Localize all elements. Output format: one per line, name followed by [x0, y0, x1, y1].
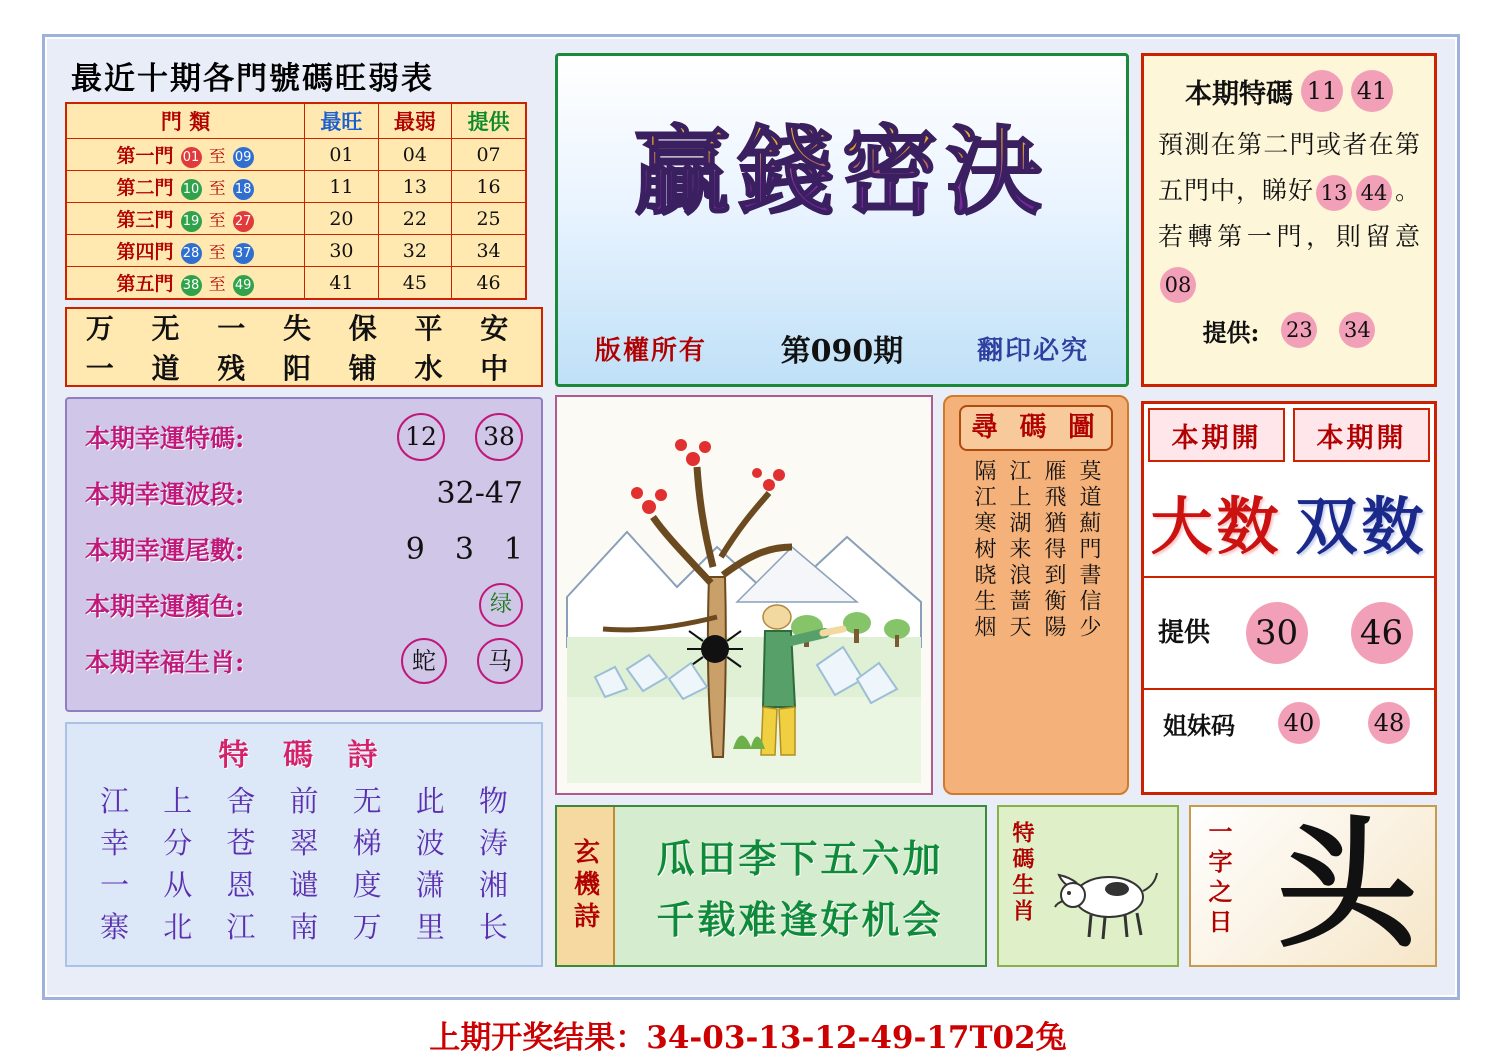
range-to-ball: 09 [233, 147, 254, 168]
one-word-label: 一字之日 [1204, 819, 1233, 939]
sister-code-numbers [1254, 702, 1434, 744]
tema-poem-char: 苍 [226, 826, 256, 860]
special-code-header [1144, 56, 1434, 112]
table-row [66, 267, 526, 300]
lucky-values [479, 583, 541, 627]
cell-provide: 34 [452, 235, 526, 267]
xuanji-body [615, 807, 985, 965]
sister-code-number: 48 [1368, 702, 1410, 744]
special-code-panel [1141, 53, 1437, 387]
table-row [66, 171, 526, 203]
cell-cold: 04 [378, 139, 451, 171]
tema-poem-char: 谴 [289, 868, 319, 902]
last-draw-result: 上期开奖结果：34-03-13-12-49-17T02兔 [429, 1020, 1067, 1056]
tema-poem-char: 江 [226, 910, 256, 944]
banner-bottom-row [558, 326, 1126, 370]
cell-cold: 22 [378, 203, 451, 235]
value-big-number: 大数 [1150, 489, 1283, 563]
header-coldest: 最弱 [378, 103, 451, 139]
range-from-ball: 38 [181, 275, 202, 296]
tema-poem-char: 恩 [226, 868, 256, 902]
prediction-text-part1: 預測在第二門或者在第五門中，睇好 [1158, 130, 1420, 205]
reprint-warning-label: 翻印必究 [977, 335, 1090, 366]
tema-poem-char: 舍 [226, 784, 256, 818]
current-draw-header-left: 本期開 [1148, 408, 1285, 462]
tema-poem-char: 分 [163, 826, 193, 860]
value-even-odd: 双数 [1295, 489, 1428, 563]
range-separator: 至 [208, 275, 226, 295]
cell-hot: 11 [305, 171, 378, 203]
tema-poem-char: 翠 [289, 826, 319, 860]
tema-poem-char: 此 [415, 784, 445, 818]
lucky-tail: 3 [454, 531, 474, 567]
row-label: 第五門 [116, 273, 174, 295]
lucky-zodiac: 马 [477, 638, 523, 684]
cell-cold: 13 [378, 171, 451, 203]
slogan-panel [65, 307, 543, 387]
xuanji-side-label: 玄機詩 [569, 838, 600, 934]
lucky-color: 绿 [479, 583, 523, 627]
lucky-row-tail [67, 521, 541, 577]
range-to-ball: 18 [233, 179, 254, 200]
lucky-values [397, 413, 541, 461]
lucky-tail: 9 [405, 531, 425, 567]
range-from-ball: 28 [181, 243, 202, 264]
tema-poem-char: 寨 [100, 910, 130, 944]
range-separator: 至 [208, 243, 226, 263]
slogan-line-2: 一 道 残 阳 铺 水 中 [85, 352, 523, 385]
table-title: 最近十期各門號碼旺弱表 [71, 61, 434, 97]
tema-poem-char: 湘 [478, 868, 508, 902]
tema-poem-char: 物 [478, 784, 508, 818]
range-to-ball: 37 [233, 243, 254, 264]
tema-poem-char: 无 [352, 784, 382, 818]
cell-provide: 07 [452, 139, 526, 171]
cell-hot: 01 [305, 139, 378, 171]
xuanji-side-label-box [557, 807, 615, 965]
lucky-row-special [67, 409, 541, 465]
tema-poem-char: 上 [163, 784, 193, 818]
table-row [66, 235, 526, 267]
range-from-ball: 01 [181, 147, 202, 168]
tema-poem-char: 长 [478, 910, 508, 944]
xunma-columns [945, 455, 1127, 789]
sister-code-row [1144, 688, 1434, 756]
lucky-label: 本期幸運特碼: [85, 424, 245, 453]
table-row [66, 203, 526, 235]
header-hottest: 最旺 [305, 103, 378, 139]
cell-provide: 25 [452, 203, 526, 235]
tema-poem-char: 涛 [478, 826, 508, 860]
value-left-cell [1144, 466, 1289, 576]
cell-provide: 46 [452, 267, 526, 300]
current-draw-panel [1141, 401, 1437, 795]
lucky-row-color [67, 577, 541, 633]
prediction-inline-number: 13 [1316, 175, 1352, 211]
provide-number: 46 [1351, 602, 1413, 664]
provide-row [1144, 576, 1434, 688]
tema-poem-panel [65, 722, 543, 967]
lucky-label: 本期幸運波段: [85, 480, 245, 509]
xuanji-line-1: 瓜田李下五六加 [656, 836, 944, 881]
lucky-label: 本期幸運尾數: [85, 536, 245, 565]
tema-poem-char: 里 [415, 910, 445, 944]
scene-illustration [557, 397, 931, 793]
row-label: 第三門 [116, 209, 174, 231]
provide-label: 提供: [1202, 317, 1260, 347]
lucky-values [406, 532, 541, 567]
provide-label: 提供 [1157, 618, 1210, 648]
xunma-panel [943, 395, 1129, 795]
provide-row [1144, 312, 1434, 348]
one-word-panel [1189, 805, 1437, 967]
hot-cold-table-panel [65, 53, 543, 303]
special-code-ball: 41 [1351, 70, 1393, 112]
lucky-row-zodiac [67, 633, 541, 689]
tema-poem-char: 万 [352, 910, 382, 944]
xunma-column: 江上湖来浪蔷天 [1006, 459, 1031, 641]
range-separator: 至 [208, 179, 226, 199]
tema-poem-char: 前 [289, 784, 319, 818]
row-label: 第二門 [116, 177, 174, 199]
range-from-ball: 19 [181, 211, 202, 232]
provide-number: 34 [1339, 312, 1375, 348]
table-header-row [66, 103, 526, 139]
copyright-label: 版權所有 [594, 335, 707, 366]
range-separator: 至 [208, 211, 226, 231]
lucky-tail: 1 [503, 531, 523, 567]
xunma-title: 尋 碼 圖 [959, 405, 1113, 451]
lucky-label: 本期幸福生肖: [85, 648, 245, 677]
slogan-line-1: 万 无 一 失 保 平 安 [85, 312, 523, 345]
cell-hot: 41 [305, 267, 378, 300]
tema-poem-char: 幸 [100, 826, 130, 860]
cell-cold: 45 [378, 267, 451, 300]
current-draw-headers [1144, 404, 1434, 466]
special-code-label: 本期特碼 [1185, 78, 1293, 110]
prediction-text [1158, 122, 1420, 306]
sister-code-label: 姐妹码 [1163, 710, 1235, 740]
illustration-panel [555, 395, 933, 795]
tema-poem-char: 度 [352, 868, 382, 902]
ox-icon [1047, 851, 1167, 951]
lucky-number: 38 [475, 413, 523, 461]
xuanji-line-2: 千载难逢好机会 [656, 897, 944, 942]
tema-poem-char: 一 [100, 868, 130, 902]
prediction-inline-number: 08 [1160, 267, 1196, 303]
tema-poem-char: 北 [163, 910, 193, 944]
tema-zodiac-panel [997, 805, 1179, 967]
tema-poem-char: 江 [100, 784, 130, 818]
header-provide: 提供 [452, 103, 526, 139]
lucky-values [437, 476, 541, 511]
prediction-text-part2: 。若轉第一門，則留意 [1158, 176, 1420, 251]
lucky-info-panel [65, 397, 543, 712]
lucky-number: 12 [397, 413, 445, 461]
current-draw-header-right: 本期開 [1293, 408, 1430, 462]
tema-poem-char: 波 [415, 826, 445, 860]
cell-hot: 30 [305, 235, 378, 267]
lucky-range: 32-47 [436, 475, 523, 511]
row-label: 第一門 [116, 145, 174, 167]
lucky-row-wave [67, 465, 541, 521]
xunma-column: 隔江寒树晓生烟 [971, 459, 996, 641]
lucky-label: 本期幸運顏色: [85, 592, 245, 621]
header-category: 門 類 [66, 103, 305, 139]
tema-poem-char: 从 [163, 868, 193, 902]
table-row [66, 139, 526, 171]
cell-hot: 20 [305, 203, 378, 235]
value-right-cell [1289, 466, 1434, 576]
provide-number: 23 [1281, 312, 1317, 348]
banner-title: 贏錢密決 [558, 96, 1126, 233]
provide-numbers [1224, 602, 1434, 664]
xunma-column: 莫道薊門書信少 [1076, 459, 1101, 641]
tema-poem-grid [67, 776, 541, 948]
cell-cold: 32 [378, 235, 451, 267]
range-to-ball: 49 [233, 275, 254, 296]
range-from-ball: 10 [181, 179, 202, 200]
one-word-character: 头 [1276, 804, 1417, 968]
xuanji-poem-panel [555, 805, 987, 967]
lucky-zodiac: 蛇 [401, 638, 447, 684]
provide-number: 30 [1246, 602, 1308, 664]
tema-poem-title: 特 碼 詩 [218, 738, 390, 773]
range-separator: 至 [208, 147, 226, 167]
special-code-ball: 11 [1301, 70, 1343, 112]
hot-cold-table [65, 102, 527, 300]
tema-poem-char: 潇 [415, 868, 445, 902]
tema-poem-char: 南 [289, 910, 319, 944]
prediction-inline-number: 44 [1356, 175, 1392, 211]
cell-provide: 16 [452, 171, 526, 203]
issue-number: 第090期 [780, 334, 904, 369]
title-banner [555, 53, 1129, 387]
row-label: 第四門 [116, 241, 174, 263]
current-draw-values [1144, 466, 1434, 576]
poster-board [42, 34, 1460, 1000]
range-to-ball: 27 [233, 211, 254, 232]
sister-code-number: 40 [1278, 702, 1320, 744]
xunma-column: 雁飛猶得到衡陽 [1041, 459, 1066, 641]
tema-poem-char: 梯 [352, 826, 382, 860]
lucky-values [401, 638, 541, 684]
tema-zodiac-label: 特碼生肖 [1009, 821, 1035, 925]
